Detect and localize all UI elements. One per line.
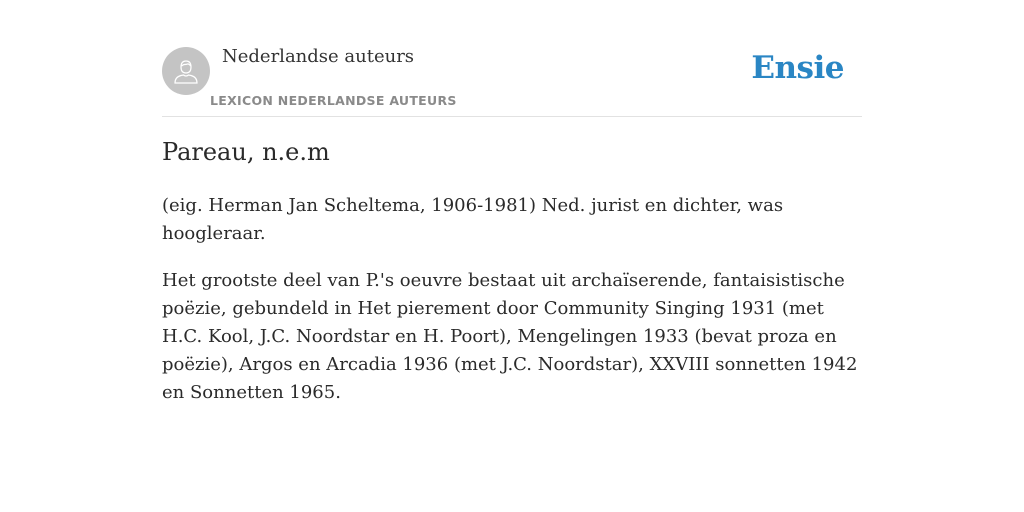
brand-logo[interactable]: Ensie xyxy=(751,50,844,86)
entry-header xyxy=(162,0,862,117)
avatar[interactable] xyxy=(162,47,210,95)
entry-body xyxy=(162,192,862,426)
source-name[interactable]: Nederlandse auteurs xyxy=(222,46,415,67)
page-title: Pareau, n.e.m xyxy=(162,138,330,166)
source-subtitle[interactable]: LEXICON NEDERLANDSE AUTEURS xyxy=(210,93,457,108)
entry-paragraph: (eig. Herman Jan Scheltema, 1906-1981) Ned. jurist en dichter, was hoogleraar. xyxy=(162,195,784,244)
entry-card xyxy=(162,0,862,403)
entry-paragraph: Het grootste deel van P.'s oeuvre bestaat uit archaïserende, fantaisistische poëzie, gebundeld in Het pierement door Community Singing 1931 (met H.C. Kool, J.C. Noordstar en H. Poort), Mengelingen 1933 (bevat proza en poëzie), Argos en Arcadia 1936 (met J.C. Noordstar), XXVIII sonnetten 1942 en Sonnetten 1965. xyxy=(162,270,858,403)
user-icon xyxy=(171,56,201,86)
